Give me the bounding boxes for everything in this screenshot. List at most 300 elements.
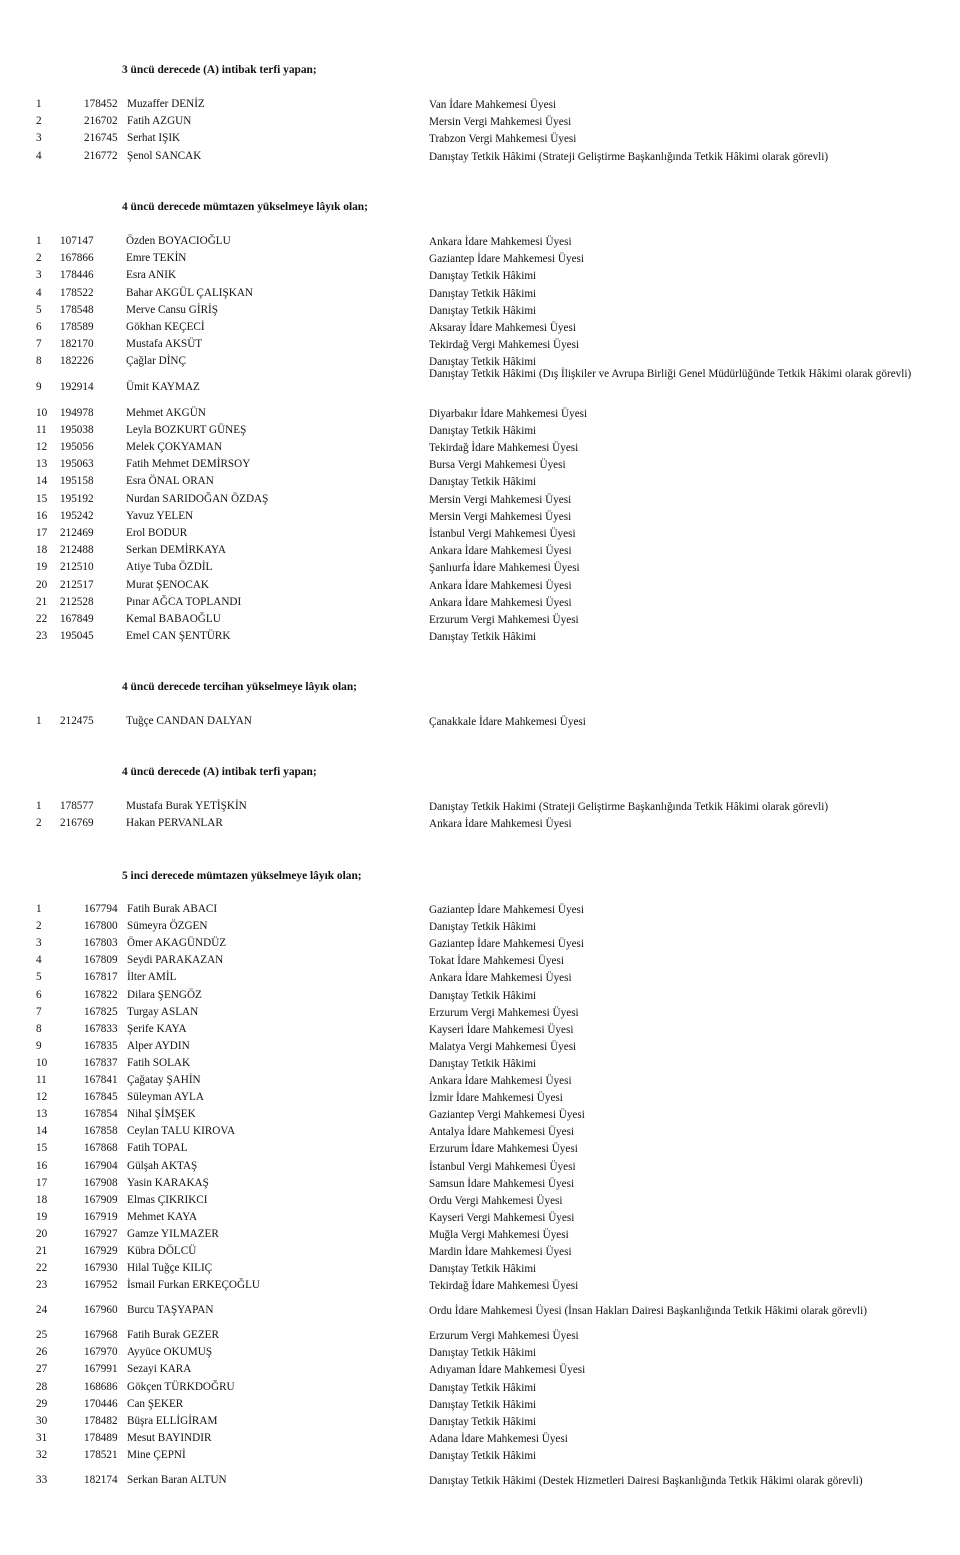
- row-number: 26: [36, 1346, 48, 1359]
- position-text: Van İdare Mahkemesi Üyesi: [429, 99, 557, 111]
- registry-number: 167908: [84, 1176, 118, 1189]
- person-name: Fatih Burak GEZER: [127, 1329, 219, 1342]
- row-number: 7: [36, 338, 42, 351]
- position-text: Danıştay Tetkik Hâkimi: [429, 424, 537, 437]
- registry-number: 212469: [60, 527, 94, 539]
- person-name: Fatih AZGUN: [127, 115, 192, 128]
- registry-number: 194978: [60, 406, 94, 419]
- registry-number: 212510: [60, 561, 94, 574]
- list-item: [0, 1091, 960, 1108]
- list-item: [0, 1211, 960, 1228]
- registry-number: 167952: [84, 1279, 118, 1292]
- list-item: [0, 367, 960, 393]
- list-item: [0, 1057, 960, 1074]
- position-text: Diyarbakır İdare Mahkemesi Üyesi: [429, 407, 588, 420]
- list-item: [0, 1449, 960, 1466]
- position-text: Samsun İdare Mahkemesi Üyesi: [429, 1177, 575, 1190]
- registry-number: 216702: [84, 115, 118, 128]
- row-number: 22: [36, 1262, 48, 1275]
- list-item: [0, 561, 960, 578]
- row-number: 19: [36, 561, 48, 574]
- row-number: 20: [36, 1227, 48, 1240]
- list-item: [0, 1160, 960, 1177]
- position-text: Danıştay Tetkik Hakimi (Strateji Geliştirme Başkanlığında Tetkik Hâkimi olarak görevli): [429, 801, 829, 813]
- position-text: Danıştay Tetkik Hâkimi: [429, 1347, 537, 1360]
- registry-number: 167927: [84, 1227, 118, 1240]
- row-number: 2: [36, 817, 42, 830]
- registry-number: 168686: [84, 1380, 118, 1393]
- row-number: 21: [36, 1245, 48, 1257]
- registry-number: 167822: [84, 988, 118, 1001]
- position-text: Trabzon Vergi Mahkemesi Üyesi: [429, 133, 577, 146]
- position-text: Çanakkale İdare Mahkemesi Üyesi: [429, 716, 586, 728]
- person-name: Mustafa AKSÜT: [126, 338, 203, 351]
- person-name: Esra ANIK: [126, 269, 177, 282]
- row-number: 2: [36, 252, 42, 265]
- list-item: [0, 715, 960, 732]
- list-item: [0, 1279, 960, 1296]
- person-name: Mehmet AKGÜN: [126, 406, 206, 419]
- position-text: Aksaray İdare Mahkemesi Üyesi: [429, 322, 576, 334]
- registry-number: 178521: [84, 1448, 118, 1461]
- section-heading: 4 üncü derecede (A) intibak terfi yapan;: [122, 766, 317, 778]
- person-name: Sümeyra ÖZGEN: [127, 920, 208, 933]
- person-name: Mustafa Burak YETİŞKİN: [126, 800, 247, 812]
- position-text: Mersin Vergi Mahkemesi Üyesi: [429, 116, 572, 129]
- position-text: Adana İdare Mahkemesi Üyesi: [429, 1432, 568, 1445]
- registry-number: 167970: [84, 1346, 118, 1359]
- person-name: Serkan Baran ALTUN: [127, 1473, 227, 1486]
- list-item: [0, 1074, 960, 1091]
- position-text: Bursa Vergi Mahkemesi Üyesi: [429, 459, 566, 472]
- person-name: Şenol SANCAK: [127, 149, 202, 162]
- registry-number: 167909: [84, 1193, 118, 1206]
- list-item: [0, 1040, 960, 1057]
- list-item: [0, 1177, 960, 1194]
- position-text: Erzurum İdare Mahkemesi Üyesi: [429, 1143, 578, 1156]
- list-item: [0, 817, 960, 834]
- person-name: Nurdan SARIDOĞAN ÖZDAŞ: [126, 492, 269, 505]
- list-item: [0, 287, 960, 304]
- list-item: [0, 989, 960, 1006]
- position-text: Ankara İdare Mahkemesi Üyesi: [429, 596, 572, 609]
- list-item: [0, 596, 960, 613]
- list-item: [0, 407, 960, 424]
- list-item: [0, 304, 960, 321]
- row-number: 6: [36, 988, 42, 1001]
- person-name: Dilara ŞENGÖZ: [127, 988, 202, 1001]
- list-item: [0, 252, 960, 269]
- list-item: [0, 1363, 960, 1380]
- list-item: [0, 1006, 960, 1023]
- row-number: 17: [36, 527, 48, 539]
- row-number: 18: [36, 1193, 48, 1206]
- row-number: 7: [36, 1005, 42, 1018]
- registry-number: 195158: [60, 475, 94, 488]
- person-name: Ayyüce OKUMUŞ: [127, 1346, 213, 1359]
- registry-number: 178482: [84, 1414, 118, 1427]
- person-name: Melek ÇOKYAMAN: [126, 441, 223, 453]
- registry-number: 167835: [84, 1039, 118, 1052]
- position-text: Danıştay Tetkik Hâkimi: [429, 476, 537, 489]
- registry-number: 216772: [84, 149, 118, 162]
- person-name: Süleyman AYLA: [127, 1091, 204, 1104]
- registry-number: 167866: [60, 252, 94, 265]
- row-number: 2: [36, 115, 42, 128]
- position-text: Adıyaman İdare Mahkemesi Üyesi: [429, 1364, 586, 1377]
- row-number: 31: [36, 1431, 48, 1444]
- position-text: Antalya İdare Mahkemesi Üyesi: [429, 1126, 575, 1139]
- position-text: Danıştay Tetkik Hâkimi: [429, 270, 537, 283]
- position-text: Erzurum Vergi Mahkemesi Üyesi: [429, 1330, 579, 1343]
- person-name: Kübra DÖLCÜ: [127, 1245, 197, 1257]
- registry-number: 167849: [60, 613, 94, 625]
- person-name: Çağlar DİNÇ: [126, 355, 186, 368]
- row-number: 14: [36, 1125, 48, 1138]
- row-number: 2: [36, 920, 42, 933]
- position-text: Tekirdağ İdare Mahkemesi Üyesi: [429, 442, 579, 454]
- row-number: 3: [36, 269, 42, 282]
- list-item: [0, 613, 960, 630]
- row-number: 1: [36, 235, 42, 247]
- position-text: Gaziantep İdare Mahkemesi Üyesi: [429, 938, 585, 951]
- registry-number: 167854: [84, 1108, 118, 1121]
- person-name: Mine ÇEPNİ: [127, 1448, 186, 1461]
- registry-number: 178489: [84, 1431, 118, 1444]
- position-text: Danıştay Tetkik Hâkimi: [429, 1449, 537, 1462]
- position-text: Danıştay Tetkik Hâkimi (Dış İlişkiler ve Avrupa Birliği Genel Müdürlüğünde Tetkik Hâkimi olarak görevli): [429, 367, 912, 380]
- row-number: 1: [36, 98, 42, 110]
- row-number: 33: [36, 1473, 48, 1486]
- person-name: İsmail Furkan ERKEÇOĞLU: [127, 1279, 260, 1292]
- position-text: Danıştay Tetkik Hâkimi: [429, 921, 537, 934]
- row-number: 13: [36, 1108, 48, 1121]
- list-item: [0, 1398, 960, 1415]
- list-item: [0, 903, 960, 920]
- person-name: Pınar AĞCA TOPLANDI: [126, 595, 242, 608]
- registry-number: 192914: [60, 380, 94, 393]
- list-item: [0, 1432, 960, 1449]
- row-number: 17: [36, 1176, 48, 1189]
- person-name: Fatih SOLAK: [127, 1056, 191, 1069]
- list-item: [0, 132, 960, 149]
- list-item: [0, 1381, 960, 1398]
- person-name: Emre TEKİN: [126, 252, 187, 265]
- person-name: Sezayi KARA: [127, 1363, 192, 1376]
- person-name: Yavuz YELEN: [126, 509, 194, 522]
- position-text: Danıştay Tetkik Hâkimi (Destek Hizmetleri Dairesi Başkanlığında Tetkik Hâkimi olarak görevli): [429, 1474, 863, 1487]
- position-text: Şanlıurfa İdare Mahkemesi Üyesi: [429, 562, 580, 575]
- list-item: [0, 1125, 960, 1142]
- list-item: [0, 1228, 960, 1245]
- row-number: 4: [36, 286, 42, 299]
- position-text: Mersin Vergi Mahkemesi Üyesi: [429, 510, 572, 523]
- registry-number: 167800: [84, 920, 118, 933]
- registry-number: 167825: [84, 1005, 118, 1018]
- list-item: [0, 1329, 960, 1346]
- position-text: Danıştay Tetkik Hâkimi: [429, 989, 537, 1002]
- row-number: 16: [36, 509, 48, 522]
- person-name: Serkan DEMİRKAYA: [126, 544, 226, 557]
- row-number: 10: [36, 1056, 48, 1069]
- position-text: Mardin İdare Mahkemesi Üyesi: [429, 1246, 572, 1258]
- row-number: 9: [36, 380, 42, 393]
- list-item: [0, 1108, 960, 1125]
- person-name: Burcu TAŞYAPAN: [127, 1304, 214, 1317]
- position-text: Tekirdağ İdare Mahkemesi Üyesi: [429, 1280, 579, 1293]
- list-item: [0, 1262, 960, 1279]
- person-name: Murat ŞENOCAK: [126, 578, 209, 591]
- row-number: 14: [36, 475, 48, 488]
- registry-number: 195038: [60, 423, 94, 436]
- position-text: Tokat İdare Mahkemesi Üyesi: [429, 955, 564, 968]
- registry-number: 167833: [84, 1022, 118, 1035]
- position-text: Danıştay Tetkik Hâkimi (Strateji Geliştirme Başkanlığında Tetkik Hâkimi olarak görevli): [429, 150, 829, 163]
- registry-number: 167841: [84, 1074, 118, 1086]
- row-number: 11: [36, 1074, 47, 1086]
- row-number: 19: [36, 1210, 48, 1223]
- person-name: Ümit KAYMAZ: [126, 380, 200, 393]
- position-text: Danıştay Tetkik Hâkimi: [429, 1057, 537, 1070]
- row-number: 4: [36, 149, 42, 162]
- registry-number: 182226: [60, 355, 94, 368]
- row-number: 28: [36, 1380, 48, 1393]
- row-number: 29: [36, 1397, 48, 1410]
- registry-number: 195242: [60, 509, 94, 522]
- list-item: [0, 441, 960, 458]
- person-name: Şerife KAYA: [127, 1022, 187, 1035]
- person-name: Gökhan KEÇECİ: [126, 321, 205, 333]
- position-text: Kayseri Vergi Mahkemesi Üyesi: [429, 1211, 575, 1224]
- position-text: Kayseri İdare Mahkemesi Üyesi: [429, 1023, 574, 1036]
- person-name: Mesut BAYINDIR: [127, 1431, 212, 1444]
- list-item: [0, 1142, 960, 1159]
- person-name: Turgay ASLAN: [127, 1005, 199, 1018]
- section-heading: 4 üncü derecede mümtazen yükselmeye lâyık olan;: [122, 201, 368, 213]
- registry-number: 167991: [84, 1363, 118, 1376]
- row-number: 8: [36, 1022, 42, 1035]
- row-number: 32: [36, 1448, 48, 1461]
- list-item: [0, 338, 960, 355]
- position-text: Gaziantep Vergi Mahkemesi Üyesi: [429, 1109, 585, 1122]
- person-name: Muzaffer DENİZ: [127, 98, 205, 110]
- person-name: Gökçen TÜRKDOĞRU: [127, 1380, 235, 1393]
- row-number: 20: [36, 578, 48, 591]
- registry-number: 212488: [60, 544, 94, 557]
- person-name: Ömer AKAGÜNDÜZ: [127, 937, 227, 950]
- registry-number: 170446: [84, 1397, 118, 1410]
- registry-number: 167858: [84, 1125, 118, 1138]
- registry-number: 167817: [84, 971, 118, 984]
- list-item: [0, 493, 960, 510]
- position-text: Danıştay Tetkik Hâkimi: [429, 1381, 537, 1394]
- position-text: Mersin Vergi Mahkemesi Üyesi: [429, 493, 572, 506]
- registry-number: 212517: [60, 578, 94, 591]
- registry-number: 216769: [60, 817, 94, 830]
- person-name: Gülşah AKTAŞ: [127, 1159, 198, 1172]
- position-text: Malatya Vergi Mahkemesi Üyesi: [429, 1040, 577, 1053]
- row-number: 24: [36, 1304, 48, 1317]
- person-name: Alper AYDIN: [127, 1039, 190, 1052]
- row-number: 16: [36, 1159, 48, 1172]
- registry-number: 178446: [60, 269, 94, 282]
- list-item: [0, 800, 960, 817]
- row-number: 5: [36, 303, 42, 316]
- registry-number: 167919: [84, 1210, 118, 1223]
- section-heading: 3 üncü derecede (A) intibak terfi yapan;: [122, 64, 317, 76]
- list-item: [0, 150, 960, 167]
- position-text: Erzurum Vergi Mahkemesi Üyesi: [429, 1006, 579, 1019]
- position-text: Ankara İdare Mahkemesi Üyesi: [429, 1075, 572, 1087]
- registry-number: 182174: [84, 1473, 118, 1486]
- list-item: [0, 98, 960, 115]
- person-name: Fatih TOPAL: [127, 1142, 188, 1155]
- row-number: 10: [36, 406, 48, 419]
- row-number: 18: [36, 544, 48, 557]
- registry-number: 167803: [84, 937, 118, 950]
- registry-number: 182170: [60, 338, 94, 351]
- person-name: Yasin KARAKAŞ: [127, 1176, 209, 1189]
- row-number: 3: [36, 132, 42, 145]
- list-item: [0, 1415, 960, 1432]
- row-number: 25: [36, 1329, 48, 1342]
- position-text: Danıştay Tetkik Hâkimi: [429, 1398, 537, 1411]
- row-number: 30: [36, 1414, 48, 1427]
- registry-number: 167845: [84, 1091, 118, 1104]
- person-name: Bahar AKGÜL ÇALIŞKAN: [126, 286, 253, 299]
- list-item: [0, 544, 960, 561]
- registry-number: 167968: [84, 1329, 118, 1342]
- row-number: 3: [36, 937, 42, 950]
- registry-number: 167868: [84, 1142, 118, 1155]
- person-name: Ceylan TALU KIROVA: [127, 1125, 236, 1138]
- person-name: Gamze YILMAZER: [127, 1227, 219, 1240]
- registry-number: 167794: [84, 903, 118, 915]
- list-item: [0, 424, 960, 441]
- person-name: Büşra ELLİGİRAM: [127, 1414, 218, 1427]
- person-name: Serhat IŞIK: [127, 132, 181, 145]
- position-text: Danıştay Tetkik Hâkimi: [429, 356, 537, 369]
- registry-number: 167929: [84, 1245, 118, 1257]
- position-text: Ankara İdare Mahkemesi Üyesi: [429, 236, 572, 248]
- person-name: Hakan PERVANLAR: [126, 817, 223, 830]
- row-number: 6: [36, 321, 42, 333]
- position-text: Danıştay Tetkik Hâkimi: [429, 287, 537, 300]
- position-text: Danıştay Tetkik Hâkimi: [429, 631, 537, 644]
- position-text: Ordu İdare Mahkemesi Üyesi (İnsan Hakları Dairesi Başkanlığında Tetkik Hâkimi olarak görevli): [429, 1305, 867, 1318]
- list-item: [0, 1304, 960, 1321]
- registry-number: 212475: [60, 715, 94, 727]
- list-item: [0, 1023, 960, 1040]
- position-text: Danıştay Tetkik Hâkimi: [429, 1415, 537, 1428]
- list-item: [0, 458, 960, 475]
- position-text: Danıştay Tetkik Hâkimi: [429, 304, 537, 317]
- row-number: 1: [36, 800, 42, 812]
- section-heading: 5 inci derecede mümtazen yükselmeye lâyık olan;: [122, 870, 362, 882]
- person-name: Merve Cansu GİRİŞ: [126, 303, 218, 316]
- position-text: Danıştay Tetkik Hâkimi: [429, 1263, 537, 1276]
- list-item: [0, 321, 960, 338]
- person-name: Hilal Tuğçe KILIÇ: [127, 1262, 213, 1275]
- registry-number: 167930: [84, 1262, 118, 1275]
- list-item: [0, 269, 960, 286]
- row-number: 21: [36, 595, 48, 608]
- row-number: 9: [36, 1039, 42, 1052]
- registry-number: 178589: [60, 321, 94, 333]
- person-name: İlter AMİL: [127, 971, 177, 984]
- list-item: [0, 971, 960, 988]
- position-text: İzmir İdare Mahkemesi Üyesi: [429, 1092, 563, 1105]
- list-item: [0, 235, 960, 252]
- list-item: [0, 475, 960, 492]
- registry-number: 195056: [60, 441, 94, 453]
- row-number: 22: [36, 613, 48, 625]
- position-text: Ankara İdare Mahkemesi Üyesi: [429, 545, 572, 558]
- position-text: Tekirdağ Vergi Mahkemesi Üyesi: [429, 339, 580, 352]
- row-number: 8: [36, 355, 42, 368]
- list-item: [0, 115, 960, 132]
- position-text: İstanbul Vergi Mahkemesi Üyesi: [429, 528, 576, 540]
- list-item: [0, 1194, 960, 1211]
- position-text: Erzurum Vergi Mahkemesi Üyesi: [429, 614, 579, 626]
- row-number: 5: [36, 971, 42, 984]
- registry-number: 167904: [84, 1159, 118, 1172]
- list-item: [0, 527, 960, 544]
- position-text: Ankara İdare Mahkemesi Üyesi: [429, 579, 572, 592]
- row-number: 12: [36, 441, 48, 453]
- list-item: [0, 630, 960, 647]
- list-item: [0, 920, 960, 937]
- section-heading: 4 üncü derecede tercihan yükselmeye lâyık olan;: [122, 681, 357, 693]
- position-text: Ankara İdare Mahkemesi Üyesi: [429, 972, 572, 985]
- position-text: Ordu Vergi Mahkemesi Üyesi: [429, 1194, 563, 1207]
- registry-number: 167837: [84, 1056, 118, 1069]
- row-number: 1: [36, 715, 42, 727]
- row-number: 23: [36, 630, 48, 643]
- registry-number: 216745: [84, 132, 118, 145]
- person-name: Seydi PARAKAZAN: [127, 954, 224, 967]
- person-name: Fatih Burak ABACI: [127, 903, 218, 915]
- row-number: 27: [36, 1363, 48, 1376]
- registry-number: 167809: [84, 954, 118, 967]
- list-item: [0, 1245, 960, 1262]
- row-number: 11: [36, 423, 47, 436]
- list-item: [0, 579, 960, 596]
- list-item: [0, 937, 960, 954]
- person-name: Atiye Tuba ÖZDİL: [126, 561, 213, 574]
- person-name: Emel CAN ŞENTÜRK: [126, 630, 231, 643]
- registry-number: 195192: [60, 492, 94, 505]
- row-number: 15: [36, 1142, 48, 1155]
- person-name: Erol BODUR: [126, 527, 188, 539]
- row-number: 13: [36, 458, 48, 471]
- row-number: 1: [36, 903, 42, 915]
- person-name: Esra ÖNAL ORAN: [126, 475, 214, 488]
- person-name: Tuğçe CANDAN DALYAN: [126, 715, 252, 727]
- registry-number: 195045: [60, 630, 94, 643]
- person-name: Leyla BOZKURT GÜNEŞ: [126, 423, 247, 436]
- person-name: Kemal BABAOĞLU: [126, 613, 221, 625]
- registry-number: 178577: [60, 800, 94, 812]
- person-name: Nihal ŞİMŞEK: [127, 1108, 196, 1121]
- person-name: Özden BOYACIOĞLU: [126, 235, 231, 247]
- list-item: [0, 1346, 960, 1363]
- person-name: Çağatay ŞAHİN: [127, 1074, 201, 1086]
- list-item: [0, 954, 960, 971]
- list-item: [0, 1474, 960, 1491]
- registry-number: 178522: [60, 286, 94, 299]
- position-text: İstanbul Vergi Mahkemesi Üyesi: [429, 1160, 576, 1173]
